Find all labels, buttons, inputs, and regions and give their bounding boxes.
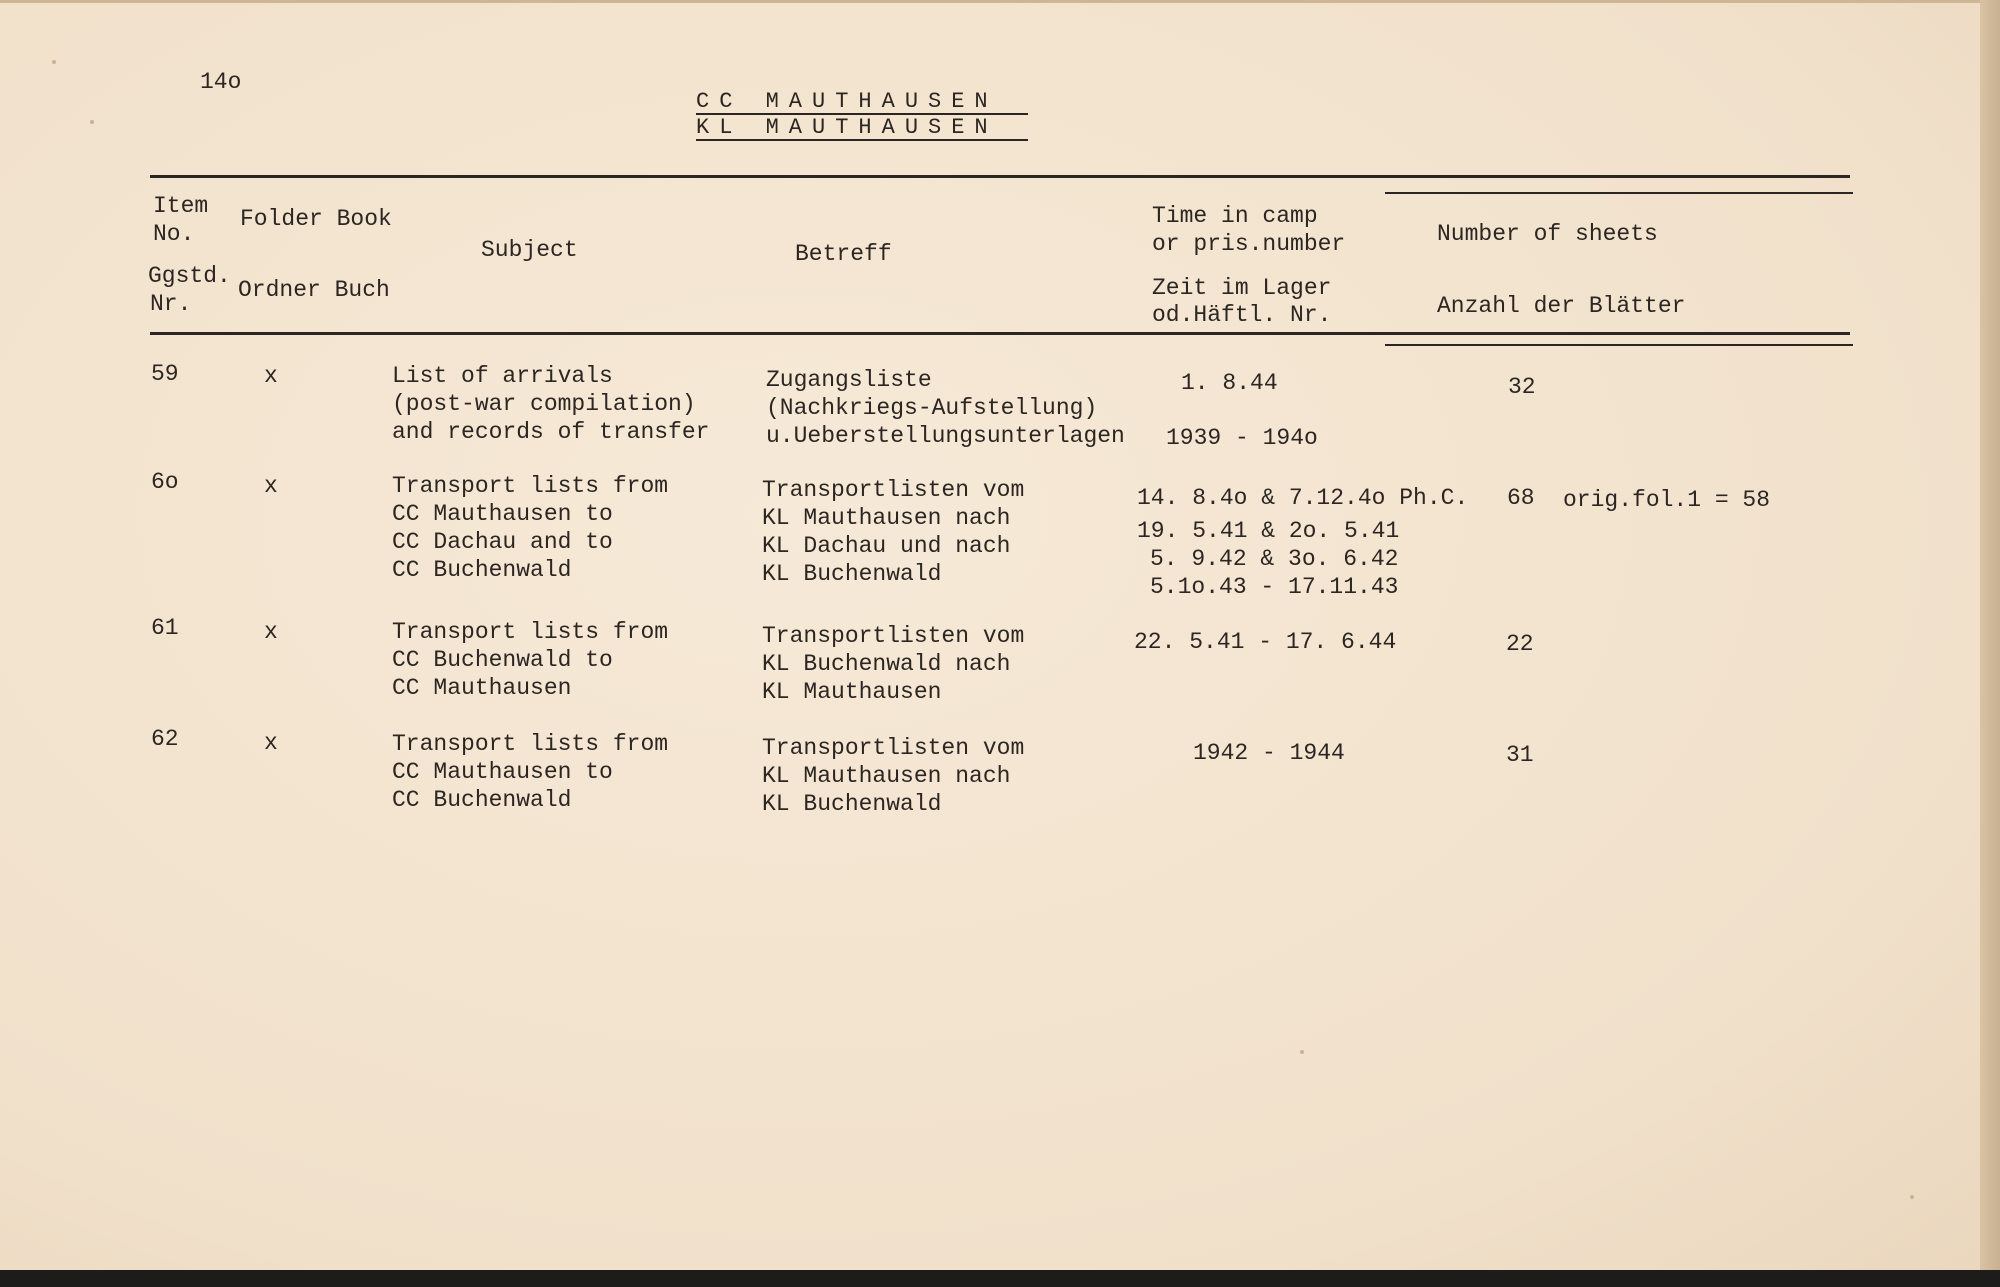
header-folder-book-en: Folder Book <box>240 206 392 232</box>
page-number: 14o <box>200 69 242 95</box>
row-62-sheets: 31 <box>1506 742 1534 768</box>
header-time-de-2: od.Häftl. Nr. <box>1152 302 1332 328</box>
row-60-time-2: 19. 5.41 & 2o. 5.41 <box>1137 518 1400 544</box>
row-61-betreff-2: KL Buchenwald nach <box>762 651 1011 677</box>
row-59-betreff-1: Zugangsliste <box>766 367 932 393</box>
row-59-time-1: 1. 8.44 <box>1181 370 1278 396</box>
row-62-betreff-2: KL Mauthausen nach <box>762 763 1011 789</box>
header-time-de-1: Zeit im Lager <box>1152 275 1332 301</box>
header-subject: Subject <box>481 237 578 263</box>
title-line-1: CC MAUTHAUSEN <box>696 89 998 114</box>
row-62-folder-mark: x <box>264 730 278 756</box>
row-61-subject-1: Transport lists from <box>392 619 669 645</box>
row-60-subject-2: CC Mauthausen to <box>392 501 613 527</box>
row-61-betreff-3: KL Mauthausen <box>762 679 942 705</box>
header-time-en-1: Time in camp <box>1152 203 1318 229</box>
row-60-betreff-2: KL Mauthausen nach <box>762 505 1011 531</box>
row-62-item: 62 <box>151 726 179 752</box>
row-62-subject-1: Transport lists from <box>392 731 669 757</box>
row-59-folder-mark: x <box>264 363 278 389</box>
header-item-de-1: Ggstd. <box>148 263 231 289</box>
row-62-betreff-1: Transportlisten vom <box>762 735 1025 761</box>
row-59-time-2: 1939 - 194o <box>1166 425 1318 451</box>
row-62-subject-2: CC Mauthausen to <box>392 759 613 785</box>
row-60-subject-4: CC Buchenwald <box>392 557 572 583</box>
header-top-rule-right <box>1385 192 1853 194</box>
row-59-subject-3: and records of transfer <box>392 419 710 445</box>
row-60-note: orig.fol.1 = 58 <box>1563 487 1771 513</box>
row-60-subject-3: CC Dachau and to <box>392 529 613 555</box>
header-bottom-rule <box>150 332 1850 335</box>
title-underline-2 <box>696 139 1028 141</box>
row-61-item: 61 <box>151 615 179 641</box>
row-61-folder-mark: x <box>264 619 278 645</box>
row-59-sheets: 32 <box>1508 374 1536 400</box>
header-sheets-en: Number of sheets <box>1437 221 1658 247</box>
row-61-sheets: 22 <box>1506 631 1534 657</box>
row-60-item: 6o <box>151 469 179 495</box>
row-62-time-1: 1942 - 1944 <box>1193 740 1345 766</box>
row-60-betreff-4: KL Buchenwald <box>762 561 942 587</box>
title-line-2: KL MAUTHAUSEN <box>696 115 998 140</box>
page-bottom-edge <box>0 1270 2000 1287</box>
row-62-betreff-3: KL Buchenwald <box>762 791 942 817</box>
paper-speck <box>1300 1050 1304 1054</box>
header-item-de-2: Nr. <box>150 291 192 317</box>
page-right-edge <box>1980 0 2000 1287</box>
row-61-time-1: 22. 5.41 - 17. 6.44 <box>1134 629 1397 655</box>
row-59-item: 59 <box>151 361 179 387</box>
header-time-en-2: or pris.number <box>1152 231 1346 257</box>
paper-speck <box>52 60 56 64</box>
page-top-edge <box>0 0 2000 3</box>
row-60-sheets: 68 <box>1507 485 1535 511</box>
header-folder-book-de: Ordner Buch <box>238 277 390 303</box>
row-59-betreff-2: (Nachkriegs-Aufstellung) <box>766 395 1098 421</box>
row-59-betreff-3: u.Ueberstellungsunterlagen <box>766 423 1125 449</box>
row-60-folder-mark: x <box>264 473 278 499</box>
paper-speck <box>90 120 94 124</box>
paper-speck <box>1910 1195 1914 1199</box>
row-60-subject-1: Transport lists from <box>392 473 669 499</box>
row-60-time-1: 14. 8.4o & 7.12.4o Ph.C. <box>1137 485 1469 511</box>
row-59-subject-1: List of arrivals <box>392 363 613 389</box>
row-61-subject-3: CC Mauthausen <box>392 675 572 701</box>
row-60-betreff-1: Transportlisten vom <box>762 477 1025 503</box>
header-item-en-2: No. <box>153 221 195 247</box>
row-61-subject-2: CC Buchenwald to <box>392 647 613 673</box>
header-betreff: Betreff <box>795 241 892 267</box>
row-60-betreff-3: KL Dachau und nach <box>762 533 1011 559</box>
header-item-en-1: Item <box>153 193 209 219</box>
row-60-time-3: 5. 9.42 & 3o. 6.42 <box>1150 546 1399 572</box>
row-60-time-4: 5.1o.43 - 17.11.43 <box>1150 574 1399 600</box>
row-61-betreff-1: Transportlisten vom <box>762 623 1025 649</box>
header-sheets-de: Anzahl der Blätter <box>1437 293 1686 319</box>
row-59-subject-2: (post-war compilation) <box>392 391 696 417</box>
header-top-rule <box>150 175 1850 178</box>
header-bottom-rule-right <box>1385 344 1853 346</box>
row-62-subject-3: CC Buchenwald <box>392 787 572 813</box>
